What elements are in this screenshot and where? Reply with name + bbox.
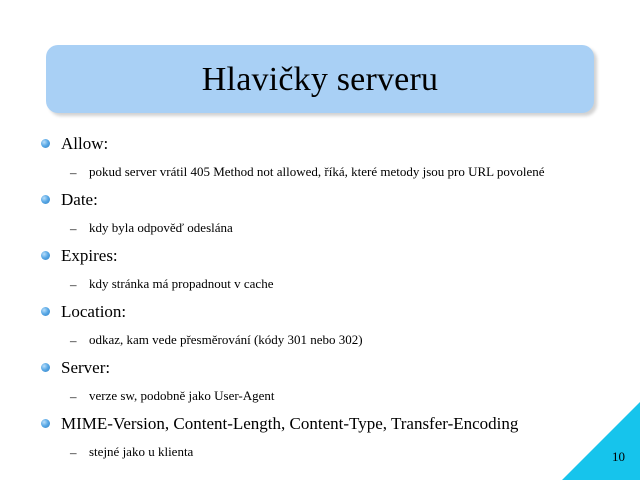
bullet-icon (41, 307, 50, 316)
item-detail: odkaz, kam vede přesměrování (kódy 301 nebo 302) (89, 332, 363, 347)
dash-marker: – (70, 389, 77, 404)
slide-title: Hlavičky serveru (201, 61, 439, 98)
dash-marker: – (70, 277, 77, 292)
item-heading: Allow: (61, 134, 109, 153)
bullet-icon (41, 419, 50, 428)
item-heading: Expires: (61, 246, 118, 265)
dash-marker: – (70, 221, 77, 236)
item-heading: Date: (61, 190, 98, 209)
item-detail: stejné jako u klienta (89, 444, 194, 459)
item-detail: verze sw, podobně jako User-Agent (89, 388, 275, 403)
bullet-icon (41, 363, 50, 372)
item-heading: MIME-Version, Content-Length, Content-Type, Transfer-Encoding (61, 414, 519, 433)
dash-marker: – (70, 165, 77, 180)
dash-marker: – (70, 333, 77, 348)
dash-marker: – (70, 445, 77, 460)
item-heading: Location: (61, 302, 127, 321)
page-number: 10 (612, 449, 625, 464)
item-detail: pokud server vrátil 405 Method not allowed, říká, které metody jsou pro URL povolené (89, 164, 545, 179)
item-heading: Server: (61, 358, 111, 377)
bullet-icon (41, 195, 50, 204)
corner-triangle-decoration (562, 402, 640, 480)
item-detail: kdy byla odpověď odeslána (89, 220, 233, 235)
item-detail: kdy stránka má propadnout v cache (89, 276, 274, 291)
bullet-icon (41, 251, 50, 260)
bullet-icon (41, 139, 50, 148)
